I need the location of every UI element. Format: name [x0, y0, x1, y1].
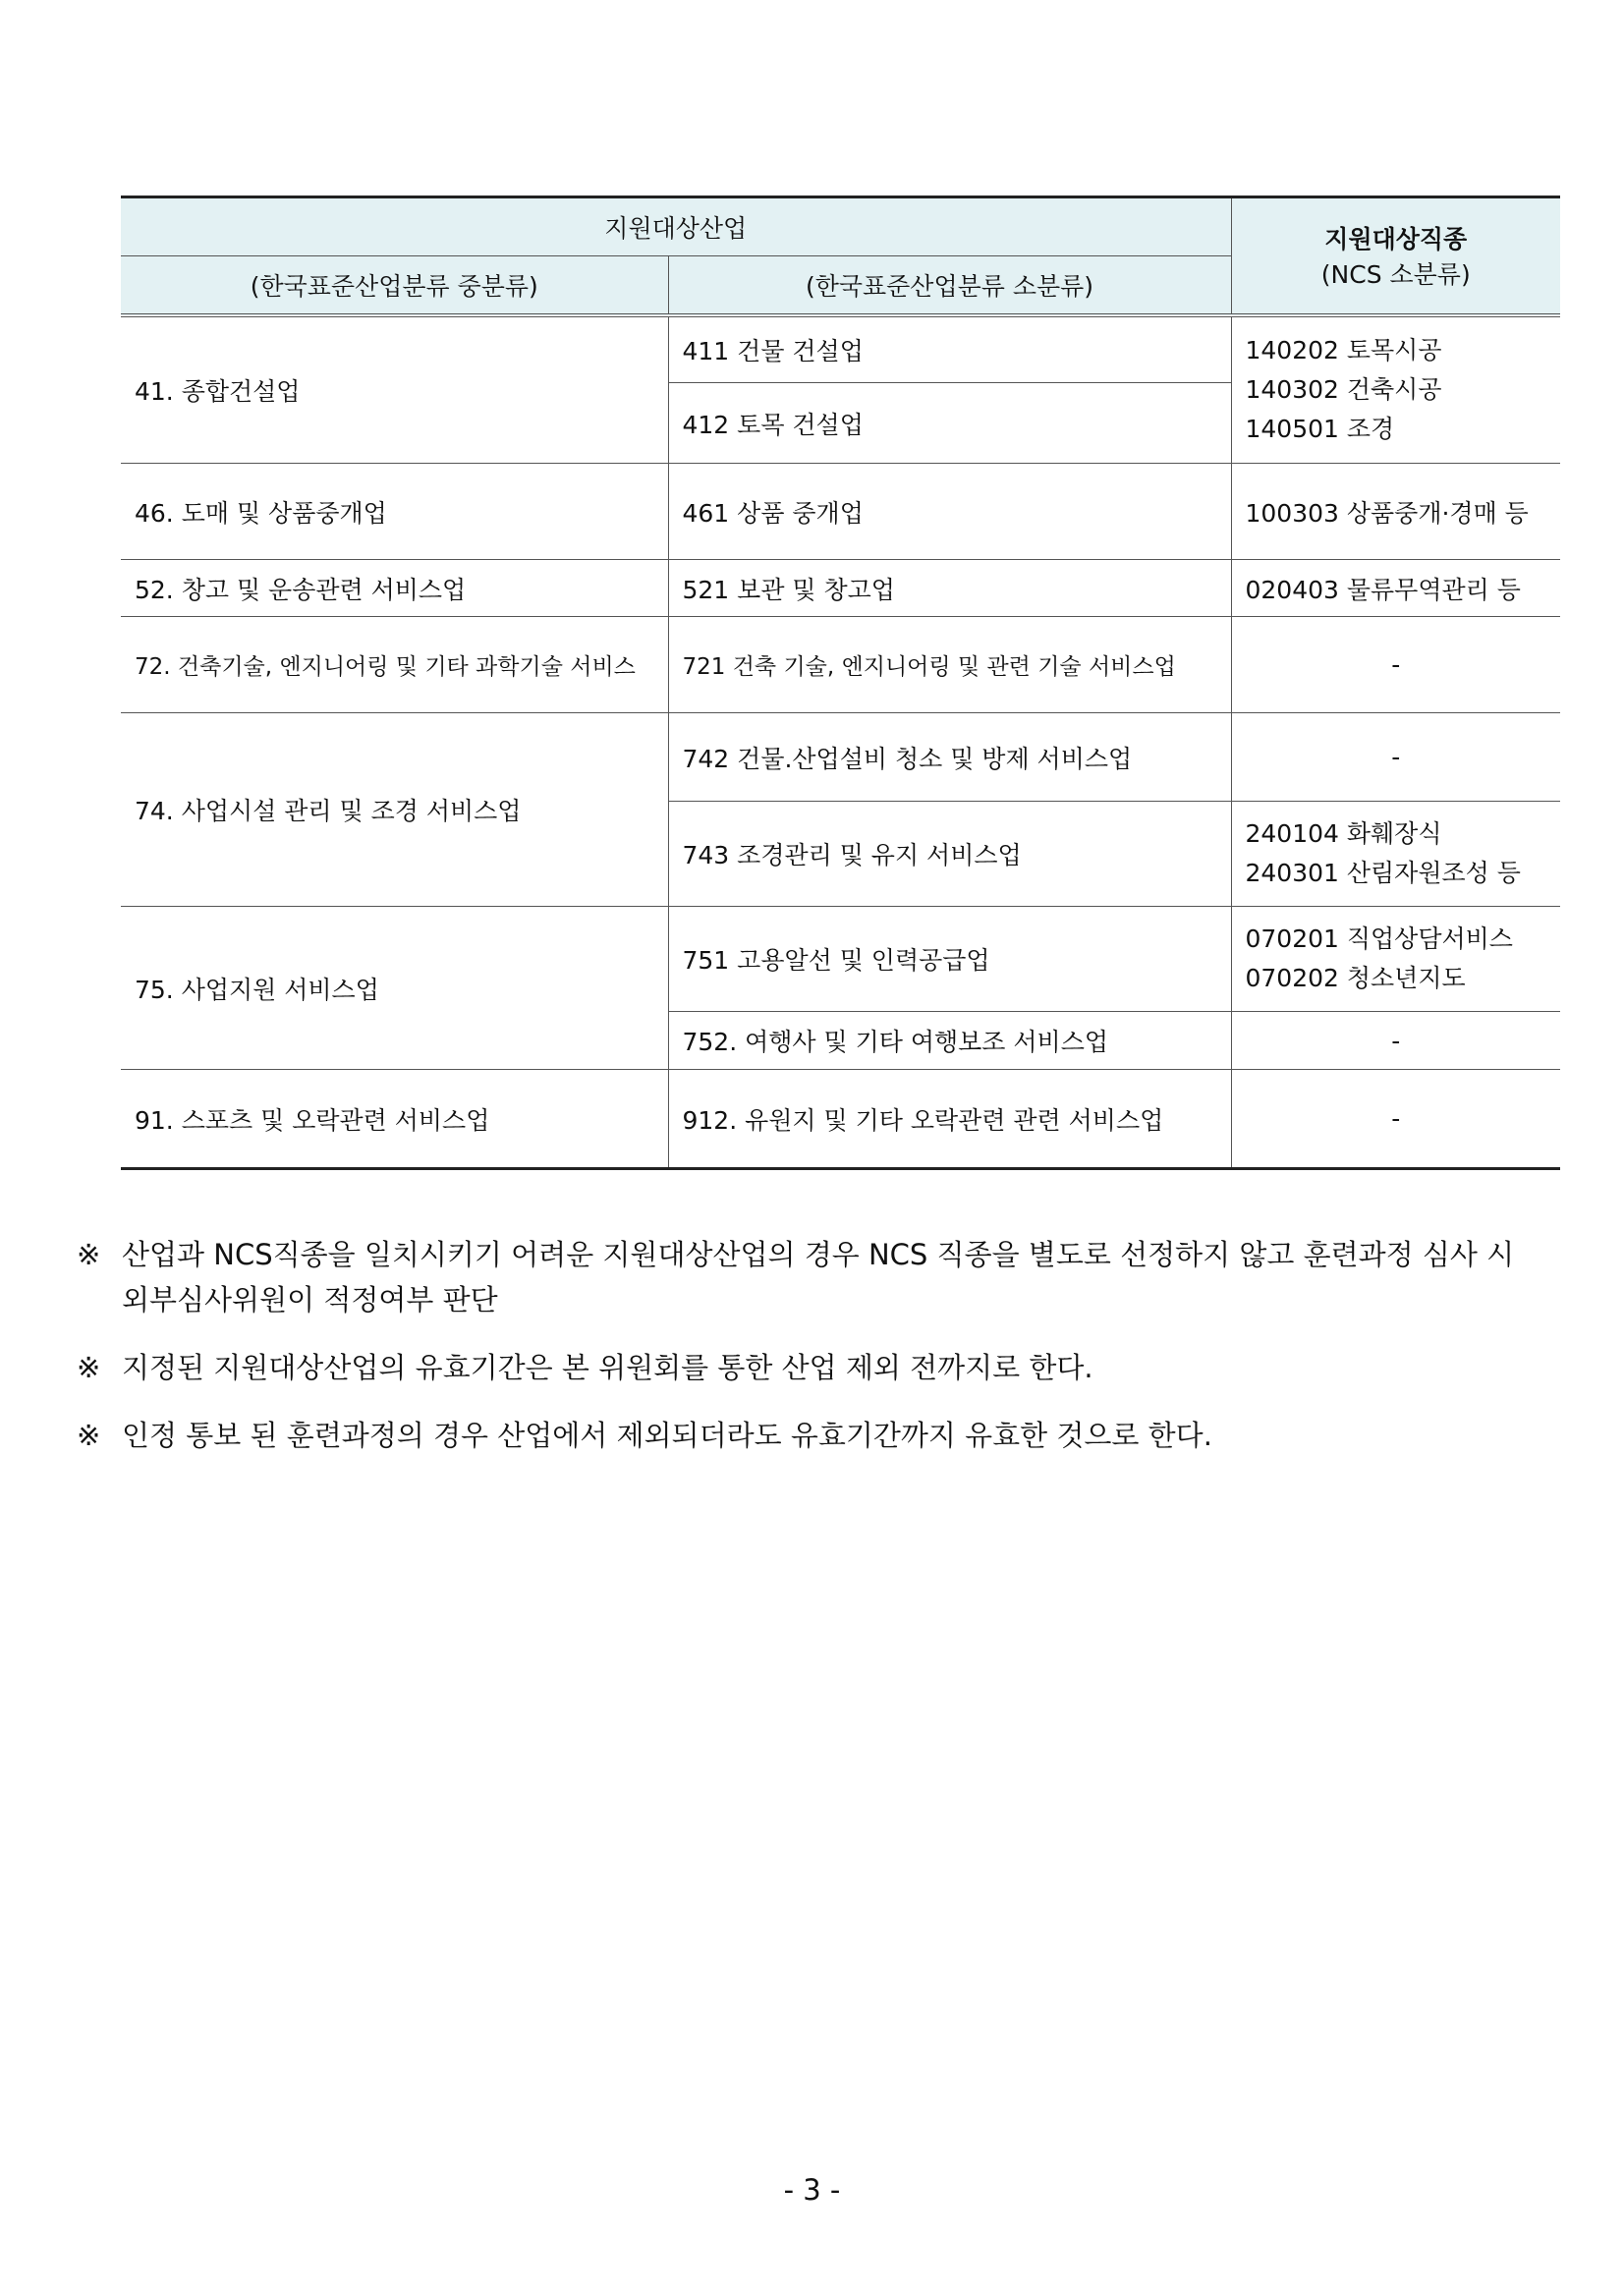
table-row: [121, 617, 1560, 713]
reference-mark-icon: ※: [77, 1238, 101, 1271]
sub-class-cell: 521 보관 및 창고업: [668, 560, 1231, 617]
job-line: 070201 직업상담서비스: [1245, 924, 1513, 953]
mid-class-cell: 46. 도매 및 상품중개업: [121, 464, 668, 560]
job-line: 140202 토목시공: [1245, 335, 1442, 364]
table-row: [121, 907, 1560, 1012]
job-cell: -: [1231, 1070, 1560, 1169]
sub-class-cell: 912. 유원지 및 기타 오락관련 관련 서비스업: [668, 1070, 1231, 1169]
note-item: [77, 1345, 1550, 1390]
job-cell: [1231, 464, 1560, 560]
job-line: 140501 조경: [1245, 414, 1395, 443]
note-item: [77, 1413, 1550, 1458]
table-row: [121, 1070, 1560, 1169]
table-row: [121, 560, 1560, 617]
sub-class-cell: 461 상품 중개업: [668, 464, 1231, 560]
job-cell: [1231, 560, 1560, 617]
note-item: [77, 1232, 1550, 1322]
header-job-sub-label: (NCS 소분류): [1320, 260, 1471, 290]
mid-class-cell: 52. 창고 및 운송관련 서비스업: [121, 560, 668, 617]
header-sub-class: (한국표준산업분류 소분류): [668, 256, 1231, 315]
notes-section: [77, 1232, 1550, 1458]
mid-class-cell: 41. 종합건설업: [121, 315, 668, 464]
mid-class-cell: 75. 사업지원 서비스업: [121, 907, 668, 1070]
note-text: 산업과 NCS직종을 일치시키기 어려운 지원대상산업의 경우 NCS 직종을 별도로 선정하지 않고 훈련과정 심사 시 외부심사위원이 적정여부 판단: [122, 1238, 1515, 1316]
note-text: 지정된 지원대상산업의 유효기간은 본 위원회를 통한 산업 제외 전까지로 한다.: [122, 1351, 1093, 1384]
job-cell: -: [1231, 1012, 1560, 1070]
sub-class-cell: 752. 여행사 및 기타 여행보조 서비스업: [668, 1012, 1231, 1070]
sub-class-cell: 411 건물 건설업: [668, 315, 1231, 383]
reference-mark-icon: ※: [77, 1419, 101, 1452]
industry-table: [121, 196, 1560, 1170]
note-text: 인정 통보 된 훈련과정의 경우 산업에서 제외되더라도 유효기간까지 유효한 것으로 한다.: [122, 1419, 1212, 1452]
job-cell: [1231, 315, 1560, 464]
page-number: - 3 -: [783, 2173, 841, 2207]
sub-class-cell: 721 건축 기술, 엔지니어링 및 관련 기술 서비스업: [668, 617, 1231, 713]
job-cell: -: [1231, 713, 1560, 802]
table-row: [121, 713, 1560, 802]
mid-class-cell: 74. 사업시설 관리 및 조경 서비스업: [121, 713, 668, 907]
job-cell: [1231, 802, 1560, 907]
table-row: [121, 315, 1560, 383]
sub-class-cell: 751 고용알선 및 인력공급업: [668, 907, 1231, 1012]
header-job-cell: [1231, 197, 1560, 315]
sub-class-cell: 412 토목 건설업: [668, 383, 1231, 464]
sub-class-cell: 743 조경관리 및 유지 서비스업: [668, 802, 1231, 907]
job-cell: [1231, 907, 1560, 1012]
job-line: 020403 물류무역관리 등: [1245, 575, 1521, 604]
header-industry-title: 지원대상산업: [121, 197, 1231, 256]
reference-mark-icon: ※: [77, 1351, 101, 1384]
job-line: 140302 건축시공: [1245, 374, 1442, 404]
header-job-title: 지원대상직종: [1324, 225, 1468, 254]
job-cell: -: [1231, 617, 1560, 713]
sub-class-cell: 742 건물.산업설비 청소 및 방제 서비스업: [668, 713, 1231, 802]
job-line: 100303 상품중개·경매 등: [1245, 498, 1529, 528]
job-line: 240104 화훼장식: [1245, 819, 1442, 848]
job-line: 240301 산림자원조성 등: [1245, 859, 1521, 887]
table-row: [121, 464, 1560, 560]
job-line: 070202 청소년지도: [1245, 964, 1466, 992]
header-mid-class: (한국표준산업분류 중분류): [121, 256, 668, 315]
mid-class-cell: 91. 스포츠 및 오락관련 서비스업: [121, 1070, 668, 1169]
mid-class-cell: 72. 건축기술, 엔지니어링 및 기타 과학기술 서비스: [121, 617, 668, 713]
